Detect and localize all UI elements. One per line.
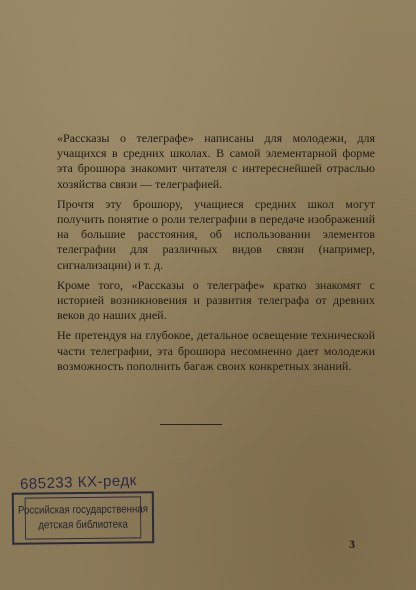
stamp-line-2: детская библиотека [38, 518, 128, 532]
stamp-line-1: Российская государственная [17, 503, 148, 517]
paragraph-4: Не претендуя на глубокое, детальное освещение технической части телеграфии, эта брошюра несомненно дает молодежи возможность пополнить багаж своих конкретных знаний. [57, 328, 375, 373]
paragraph-1: «Рассказы о телеграфе» написаны для молодежи, для учащихся в средних школах. В самой элементарной форме эта брошюра знакомит читателя с интереснейшей отраслью хозяйства связи — телеграфией. [57, 131, 375, 191]
paragraph-3: Кроме того, «Рассказы о телеграфе» кратко знакомят с историей возникновения и развития телеграфа от древних веков до наших дней. [57, 277, 375, 323]
paragraph-2: Прочтя эту брошюру, учащиеся средних школ могут получить понятие о роли телеграфии в передаче изображений на большие расстояния, об использовании элементов телеграфии для различных видов связи (например, сигнализации) и т. д. [57, 196, 375, 272]
body-text [57, 131, 375, 379]
separator-rule [160, 424, 222, 425]
stamp-inner-frame [17, 496, 148, 539]
page-number: 3 [349, 537, 355, 551]
library-stamp [12, 491, 155, 544]
inventory-mark: 685233 КХ-редк [19, 471, 137, 494]
